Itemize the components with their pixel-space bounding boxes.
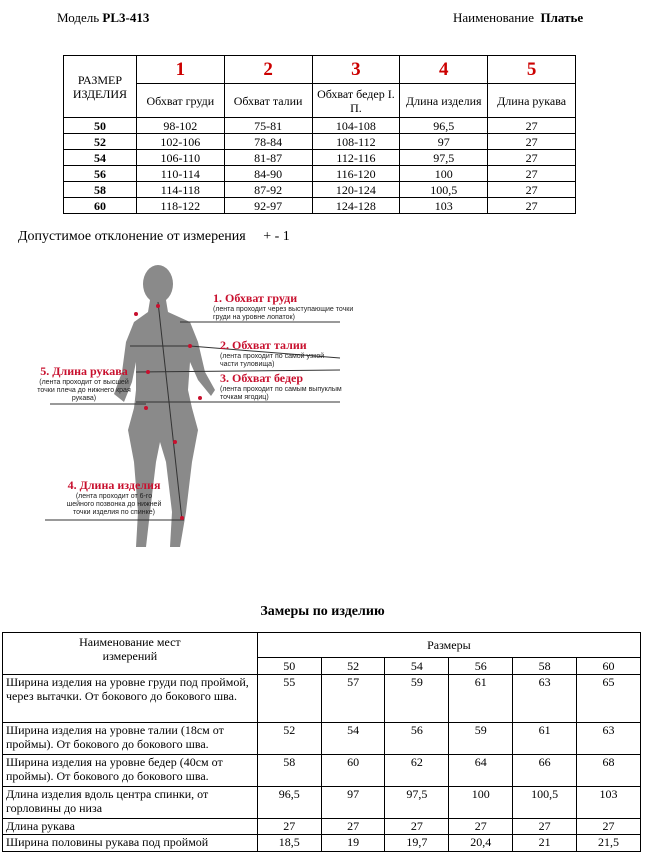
measurement-label: Ширина изделия на уровне груди под проймой, через вытачки. От бокового до бокового шва.: [3, 675, 258, 723]
size-row: [64, 150, 576, 166]
measurements-sizes-header: Размеры: [257, 633, 640, 658]
measurement-value: 57: [321, 675, 385, 723]
model-value: PL3-413: [102, 10, 150, 25]
size-value-cell: 81-87: [224, 150, 312, 166]
model-label: Модель: [57, 10, 100, 25]
size-value-cell: 84-90: [224, 166, 312, 182]
size-value-cell: 27: [488, 182, 576, 198]
measurement-value: 20,4: [449, 835, 513, 852]
size-value-cell: 120-124: [312, 182, 400, 198]
label-hips-note: (лента проходит по самым выпуклым точкам ягодиц): [220, 386, 342, 401]
measurement-value: 58: [257, 755, 321, 787]
label-length-note: (лента проходит от 6-го шейного позвонка до нижней точки изделия по спинке): [66, 493, 162, 516]
measurement-value: 65: [577, 675, 641, 723]
measurement-value: 59: [385, 675, 449, 723]
label-length-title: 4. Длина изделия: [67, 478, 161, 492]
label-sleeve-title: 5. Длина рукава: [40, 364, 128, 378]
measurements-size-header: 54: [385, 658, 449, 675]
label-chest-title: 1. Обхват груди: [213, 291, 298, 305]
size-value-cell: 124-128: [312, 198, 400, 214]
measurement-value: 56: [385, 723, 449, 755]
size-cell: 56: [64, 166, 137, 182]
measurement-value: 64: [449, 755, 513, 787]
tolerance-value: + - 1: [263, 229, 290, 244]
size-value-cell: 27: [488, 198, 576, 214]
label-waist-note: (лента проходит по самой узкой части туловища): [220, 353, 325, 368]
size-cell: 50: [64, 118, 137, 134]
size-value-cell: 108-112: [312, 134, 400, 150]
measurement-value: 21: [513, 835, 577, 852]
measurement-value: 62: [385, 755, 449, 787]
size-value-cell: 27: [488, 166, 576, 182]
col-number-2: 2: [224, 56, 312, 84]
label-waist: [220, 338, 340, 369]
measurement-value: 61: [513, 723, 577, 755]
measurement-value: 68: [577, 755, 641, 787]
model-line: [57, 10, 149, 26]
measurements-size-header: 56: [449, 658, 513, 675]
size-value-cell: 97,5: [400, 150, 488, 166]
measurements-size-header: 60: [577, 658, 641, 675]
measurement-row: [3, 787, 641, 819]
col-name-sleeve: Длина рукава: [488, 84, 576, 118]
size-row: [64, 166, 576, 182]
measurement-value: 96,5: [257, 787, 321, 819]
size-value-cell: 103: [400, 198, 488, 214]
measurement-label: Ширина изделия на уровне талии (18см от проймы). От бокового до бокового шва.: [3, 723, 258, 755]
size-cell: 52: [64, 134, 137, 150]
measurement-value: 60: [321, 755, 385, 787]
col-number-1: 1: [136, 56, 224, 84]
measurement-value: 54: [321, 723, 385, 755]
measurement-row: [3, 835, 641, 852]
size-value-cell: 87-92: [224, 182, 312, 198]
size-row: [64, 198, 576, 214]
measurements-size-header: 58: [513, 658, 577, 675]
label-waist-title: 2. Обхват талии: [220, 338, 307, 352]
measurement-value: 18,5: [257, 835, 321, 852]
measurement-value: 27: [577, 819, 641, 835]
label-chest: [213, 291, 363, 322]
size-row: [64, 134, 576, 150]
size-value-cell: 27: [488, 118, 576, 134]
size-value-cell: 100: [400, 166, 488, 182]
measurement-label: Ширина половины рукава под проймой: [3, 835, 258, 852]
product-name-value: Платье: [540, 10, 584, 25]
col-number-3: 3: [312, 56, 400, 84]
measurements-size-header: 50: [257, 658, 321, 675]
size-value-cell: 98-102: [136, 118, 224, 134]
size-value-cell: 96,5: [400, 118, 488, 134]
col-name-hips: Обхват бедер I. П.: [312, 84, 400, 118]
size-table: [63, 55, 576, 214]
size-cell: 54: [64, 150, 137, 166]
measurement-value: 100: [449, 787, 513, 819]
label-hips-title: 3. Обхват бедер: [220, 371, 304, 385]
size-cell: 58: [64, 182, 137, 198]
measurement-label: Длина рукава: [3, 819, 258, 835]
measurement-value: 97,5: [385, 787, 449, 819]
label-hips: [220, 371, 350, 402]
measurement-value: 66: [513, 755, 577, 787]
measurements-size-header: 52: [321, 658, 385, 675]
measurements-title: Замеры по изделию: [260, 604, 385, 619]
measurement-value: 63: [513, 675, 577, 723]
measurement-value: 27: [449, 819, 513, 835]
size-value-cell: 27: [488, 150, 576, 166]
product-name-label: Наименование: [453, 10, 534, 25]
size-value-cell: 97: [400, 134, 488, 150]
size-value-cell: 116-120: [312, 166, 400, 182]
size-value-cell: 100,5: [400, 182, 488, 198]
measurement-row: [3, 675, 641, 723]
measurement-value: 97: [321, 787, 385, 819]
measurements-name-header: Наименование мест измерений: [3, 633, 258, 675]
size-value-cell: 102-106: [136, 134, 224, 150]
measurement-value: 61: [449, 675, 513, 723]
size-row: [64, 118, 576, 134]
size-value-cell: 75-81: [224, 118, 312, 134]
size-row: [64, 182, 576, 198]
measurement-value: 52: [257, 723, 321, 755]
measurement-row: [3, 723, 641, 755]
measurement-value: 100,5: [513, 787, 577, 819]
size-value-cell: 106-110: [136, 150, 224, 166]
measurement-row: [3, 819, 641, 835]
measurement-value: 27: [257, 819, 321, 835]
size-value-cell: 92-97: [224, 198, 312, 214]
size-value-cell: 110-114: [136, 166, 224, 182]
measurement-value: 27: [385, 819, 449, 835]
size-value-cell: 104-108: [312, 118, 400, 134]
size-value-cell: 118-122: [136, 198, 224, 214]
size-value-cell: 78-84: [224, 134, 312, 150]
col-name-waist: Обхват талии: [224, 84, 312, 118]
label-sleeve-note: (лента проходит от высшей точки плеча до нижнего края рукава): [37, 379, 131, 402]
measurement-value: 27: [321, 819, 385, 835]
size-value-cell: 114-118: [136, 182, 224, 198]
size-value-cell: 112-116: [312, 150, 400, 166]
measurement-value: 103: [577, 787, 641, 819]
measurements-table: [2, 632, 641, 852]
measurement-value: 27: [513, 819, 577, 835]
tolerance-text: Допустимое отклонение от измерения: [18, 229, 246, 244]
measurement-value: 63: [577, 723, 641, 755]
product-name-line: [453, 10, 583, 26]
label-sleeve: [34, 364, 134, 403]
col-number-4: 4: [400, 56, 488, 84]
size-header: РАЗМЕР ИЗДЕЛИЯ: [64, 56, 137, 118]
label-length: [62, 478, 166, 517]
measurement-value: 21,5: [577, 835, 641, 852]
measurement-row: [3, 755, 641, 787]
col-name-length: Длина изделия: [400, 84, 488, 118]
tolerance-line: [18, 229, 290, 245]
measurement-value: 19: [321, 835, 385, 852]
measurement-value: 59: [449, 723, 513, 755]
size-cell: 60: [64, 198, 137, 214]
label-chest-note: (лента проходит через выступающие точки груди на уровне лопаток): [213, 306, 354, 321]
measurement-value: 55: [257, 675, 321, 723]
col-number-5: 5: [488, 56, 576, 84]
col-name-chest: Обхват груди: [136, 84, 224, 118]
size-value-cell: 27: [488, 134, 576, 150]
measurement-value: 19,7: [385, 835, 449, 852]
measurement-label: Длина изделия вдоль центра спинки, от горловины до низа: [3, 787, 258, 819]
measurement-label: Ширина изделия на уровне бедер (40см от проймы). От бокового до бокового шва.: [3, 755, 258, 787]
